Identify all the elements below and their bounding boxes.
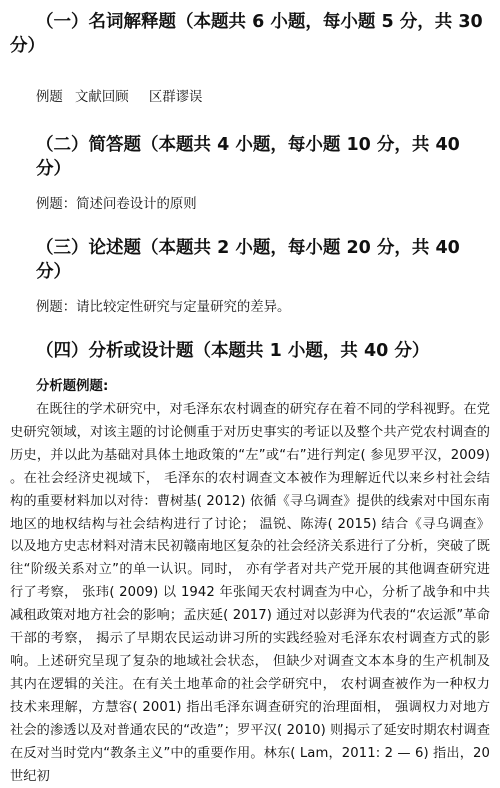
section-1-title: （一）名词解释题（本题共 6 小题，每小题 5 分，共 30 分） [10, 12, 483, 56]
section-2-title: （二）简答题（本题共 4 小题，每小题 10 分，共 40 分） [36, 135, 460, 179]
section-1-example-item-1: 文献回顾 [75, 90, 129, 105]
section-4-title: （四）分析或设计题（本题共 1 小题，共 40 分） [36, 341, 430, 361]
analysis-paragraph: 在既往的学术研究中，对毛泽东农村调查的研究存在着不同的学科视野。在党史研究领域，对该主题的讨论侧重于对历史事实的考证以及整个共产党农村调查的历史，并以此为基础对具体土地政策的“左”或“右”进行判定( 参见罗平汉，2009) 。在社会经济史视域下， 毛泽东的农村调查文本被作为理解近代以来乡村社会结构的重要材料加以对待：曹树基( 2012) 依循《寻乌调查》提供的线索对中国东南地区的地权结构与社会结构进行了讨论； 温锐、陈涛( 2015) 结合《寻乌调查》以及地方史志材料对清末民初赣南地区复杂的社会经济关系进行了分析，突破了既往“阶级关系对立”的单一认识。同时， 亦有学者对共产党开展的其他调查研究进行了考察， 张玮( 2009) 以 1942 年张闻天农村调查为中心，分析了战争和中共减租政策对地方社会的影响；孟庆延( 2017) 通过对以彭湃为代表的“农运派”革命干部的考察， 揭示了早期农民运动讲习所的实践经验对毛泽东农村调查方式的影响。上述研究呈现了复杂的地域社会状态， 但缺少对调查文本本身的生产机制及其内在逻辑的关注。在有关土地革命的社会学研究中， 农村调查被作为一种权力技术来理解，方慧容( 2001) 指出毛泽东调查研究的治理面相， 强调权力对地方社会的渗透以及对普通农民的“改造”；罗平汉( 2010) 则揭示了延安时期农村调查在反对当时党内“教条主义”中的重要作用。林东( Lam，2011: 2 — 6) 指出，20 世纪初 [10, 402, 490, 784]
section-2-example: 例题：简述问卷设计的原则 [36, 197, 197, 212]
section-1-example-label: 例题 [36, 90, 63, 105]
section-3-title: （三）论述题（本题共 2 小题，每小题 20 分，共 40 分） [36, 238, 460, 282]
section-1-example [10, 88, 490, 108]
section-3-example: 例题：请比较定性研究与定量研究的差异。 [36, 300, 291, 315]
section-1-example-item-2: 区群谬误 [148, 90, 203, 105]
section-4-subheading: 分析题例题: [36, 379, 109, 394]
